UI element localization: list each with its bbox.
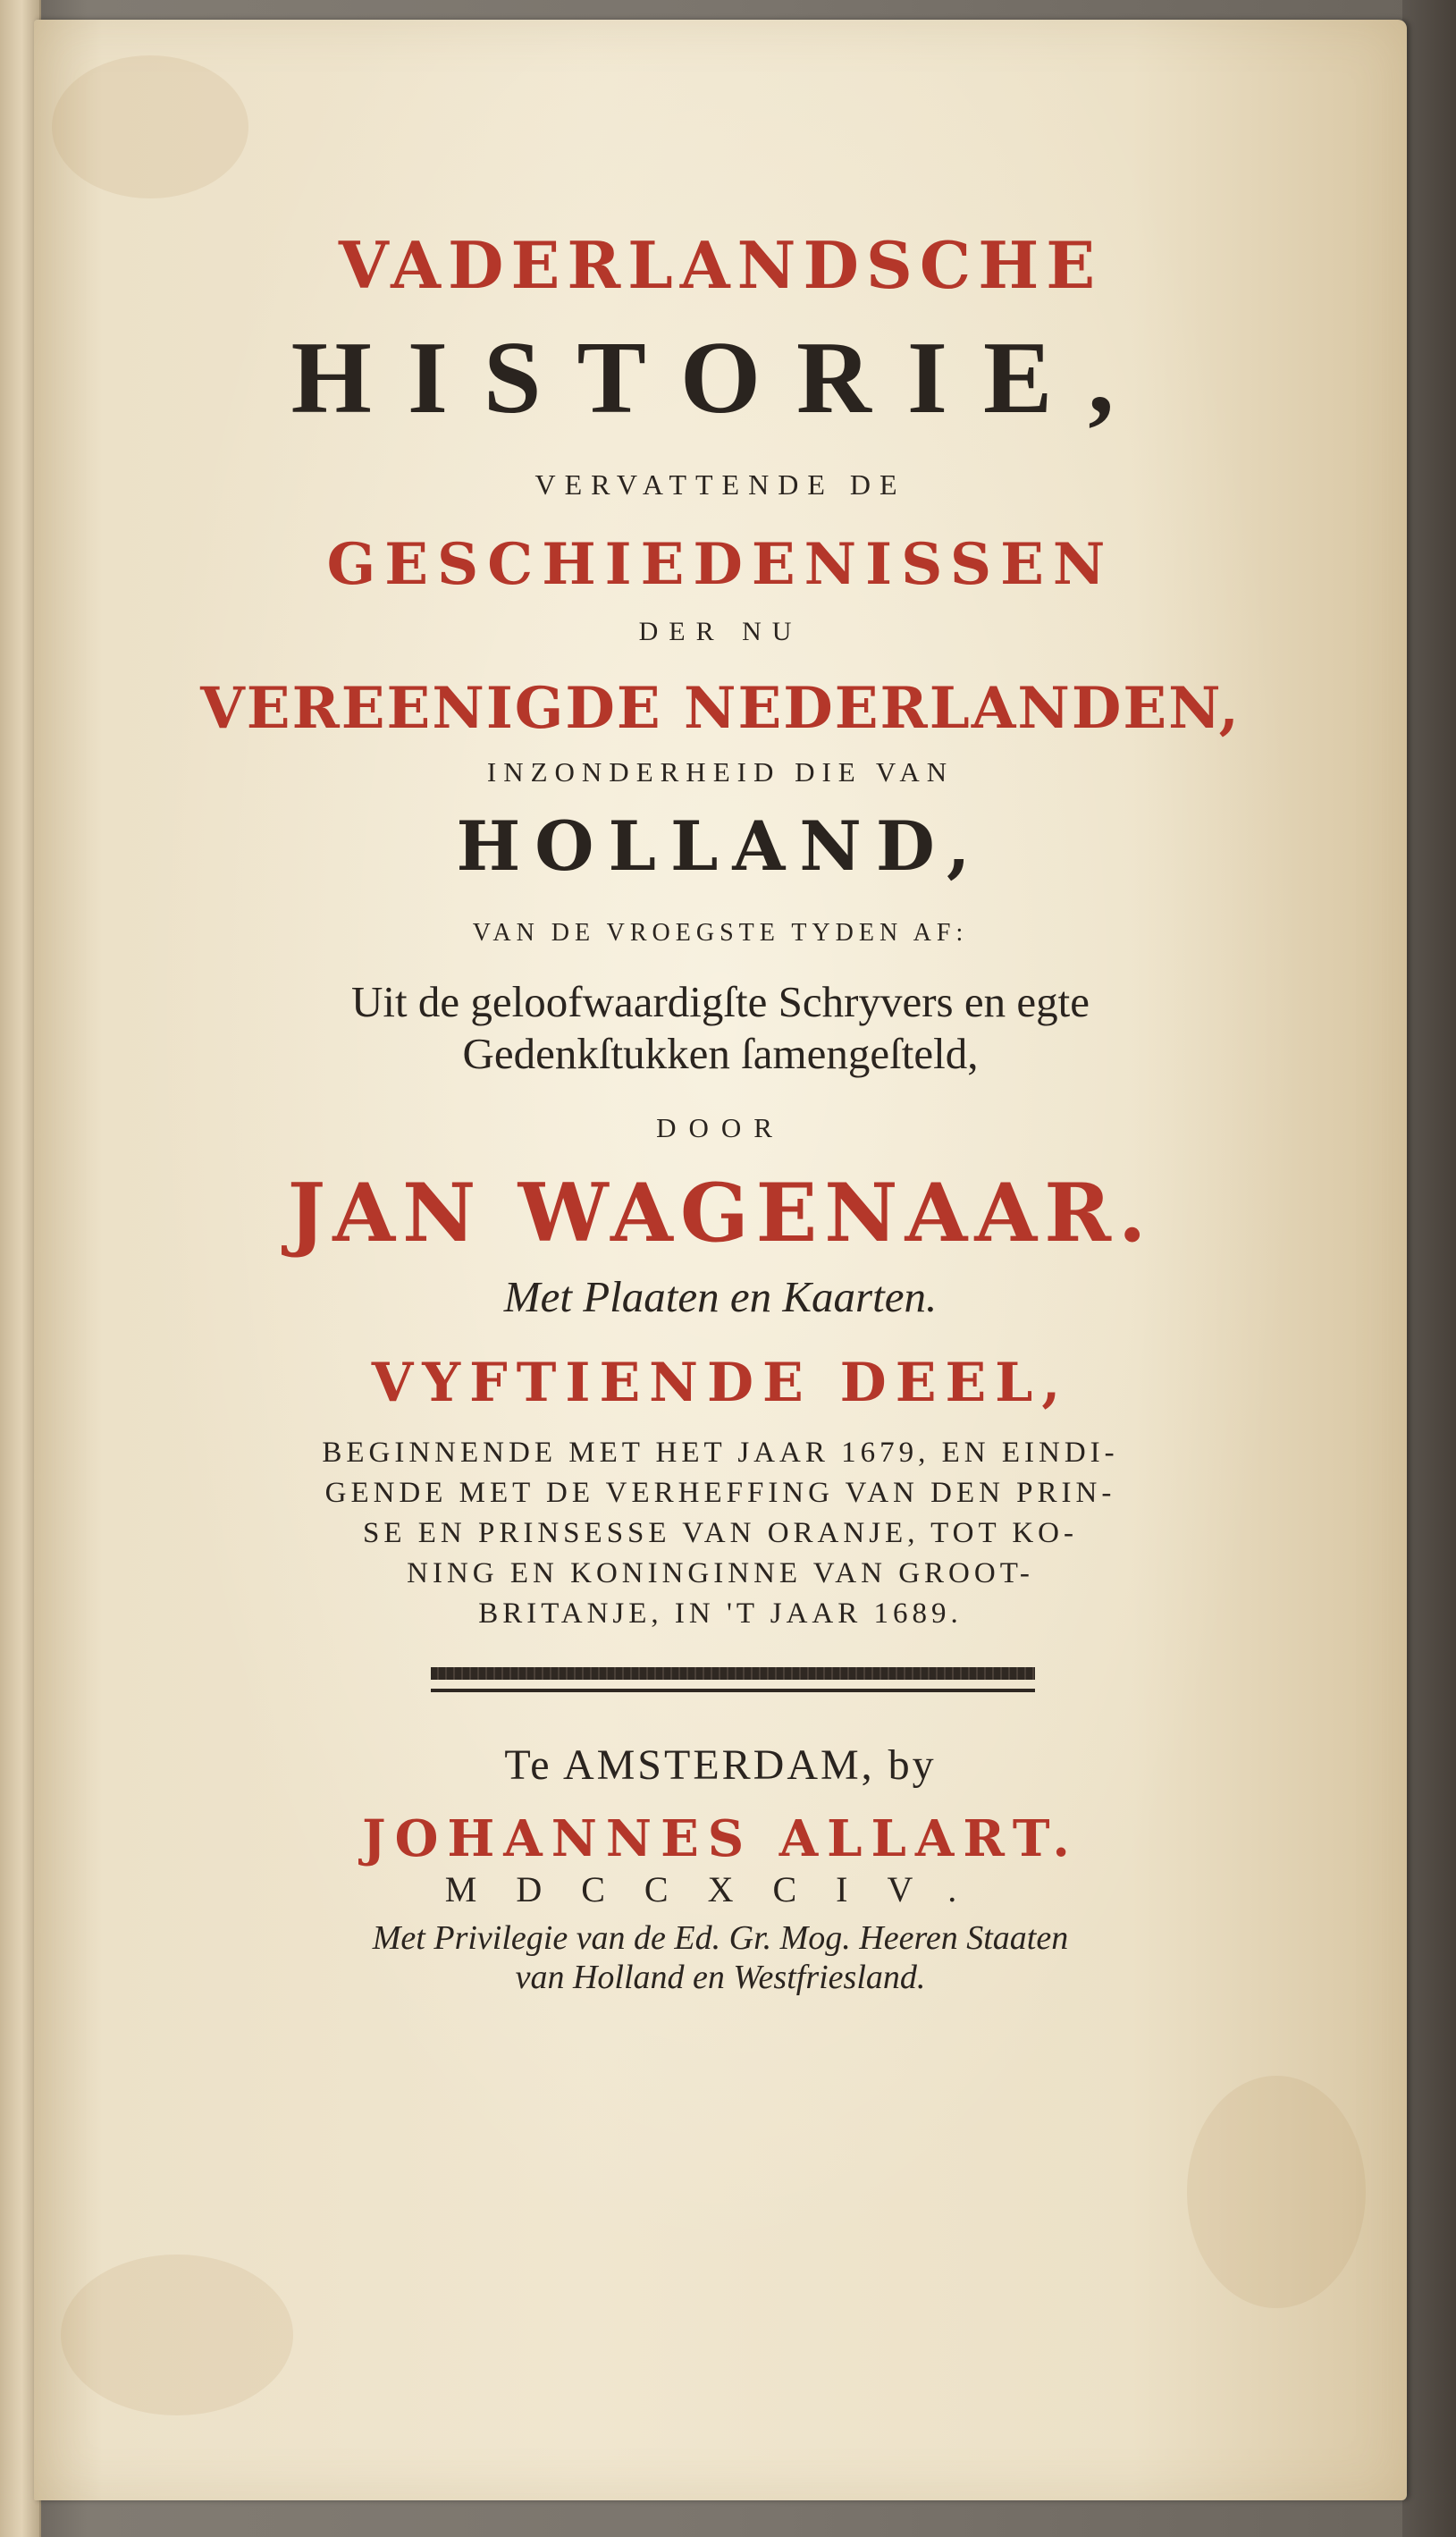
privilege-line-1: Met Privilegie van de Ed. Gr. Mog. Heeren Staaten — [372, 1919, 1069, 1957]
privilege-line-2: van Holland en Westfriesland. — [515, 1959, 926, 1996]
content-line: BEGINNENDE MET HET JAAR 1679, EN EINDI- — [322, 1437, 1119, 1469]
content-line: BRITANJE, IN 'T JAAR 1689. — [478, 1597, 963, 1630]
author-name: JAN WAGENAAR. — [287, 1166, 1154, 1260]
book-shadow — [1402, 0, 1456, 2537]
imprint-place: Te AMSTERDAM, by — [504, 1741, 937, 1789]
subtitle-vereenigde-nederlanden: VEREENIGDE NEDERLANDEN, — [200, 675, 1241, 742]
subtitle-vroegste-tyden: VAN DE VROEGSTE TYDEN AF: — [472, 919, 969, 947]
sources-line-1: Uit de geloofwaardigſte Schryvers en egte — [351, 977, 1090, 1026]
content-line: GENDE MET DE VERHEFFING VAN DEN PRIN- — [324, 1477, 1116, 1509]
door-label: DOOR — [656, 1112, 785, 1143]
content-line: NING EN KONINGINNE VAN GROOT- — [407, 1557, 1034, 1589]
title-page — [34, 20, 1407, 2500]
plates-note: Met Plaaten en Kaarten. — [503, 1272, 938, 1321]
title-line-1: VADERLANDSCHE — [338, 227, 1103, 303]
subtitle-holland: HOLLAND, — [456, 806, 985, 886]
title-line-2: HISTORIE, — [290, 321, 1150, 435]
content-line: SE EN PRINSESSE VAN ORANJE, TOT KO- — [363, 1517, 1078, 1549]
divider-rule — [431, 1689, 1035, 1692]
subtitle-geschiedenissen: GESCHIEDENISSEN — [326, 531, 1115, 598]
sources-line-2: Gedenkſtukken ſamengeſteld, — [462, 1029, 979, 1078]
ornamental-rule — [431, 1667, 1035, 1680]
subtitle-vervattende: VERVATTENDE DE — [534, 468, 906, 501]
publisher-name: JOHANNES ALLART. — [362, 1809, 1079, 1868]
subtitle-der-nu: DER NU — [638, 617, 803, 646]
publication-year: MDCCXCIV. — [444, 1869, 997, 1909]
subtitle-inzonderheid: INZONDERHEID DIE VAN — [486, 756, 955, 788]
volume-label: VYFTIENDE DEEL, — [371, 1352, 1070, 1414]
paper-stain — [1187, 2076, 1366, 2308]
paper-stain — [52, 55, 248, 198]
paper-stain — [61, 2255, 293, 2415]
